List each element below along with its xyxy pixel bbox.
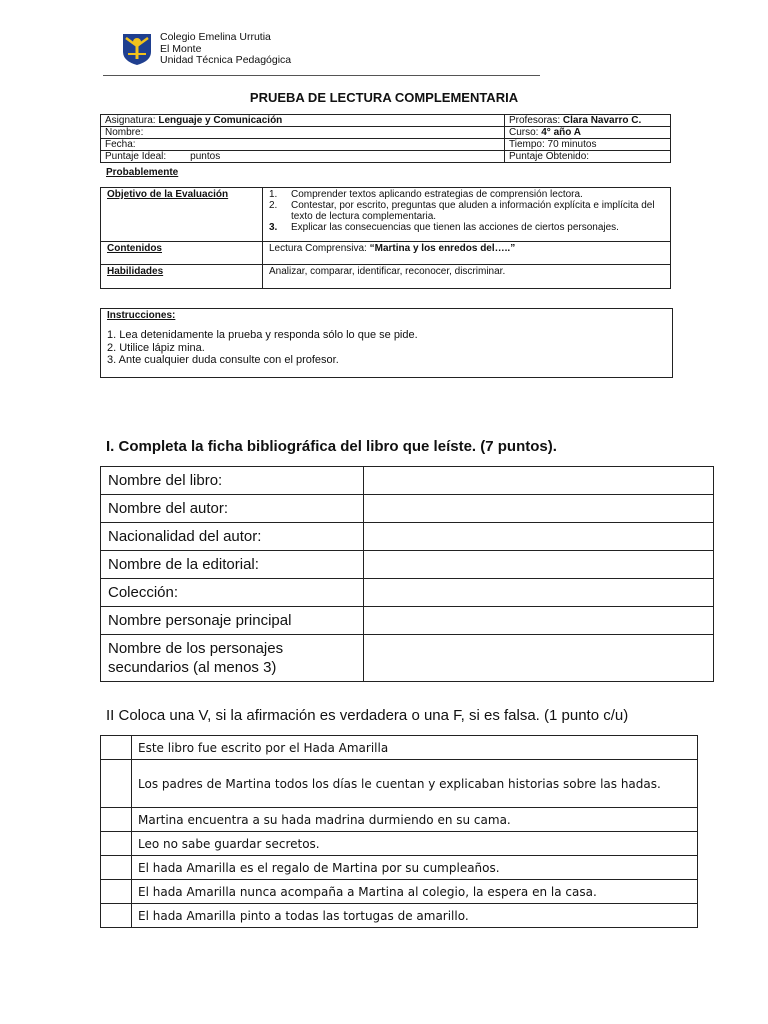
ficha-label: Nacionalidad del autor:	[101, 523, 364, 551]
puntaje-ideal-cell: Puntaje Ideal: puntos	[101, 151, 505, 163]
vf-answer-box[interactable]	[101, 760, 132, 808]
ficha-answer-field[interactable]	[364, 635, 714, 682]
curso-cell: Curso: 4° año A	[505, 127, 671, 139]
habilidades-value: Analizar, comparar, identificar, reconocer, discriminar.	[263, 265, 671, 289]
probablemente-label: Probablemente	[106, 167, 179, 178]
instructions-heading: Instrucciones:	[107, 310, 176, 321]
ficha-answer-field[interactable]	[364, 523, 714, 551]
objetivos-list	[269, 189, 664, 233]
tiempo-cell: Tiempo: 70 minutos	[505, 139, 671, 151]
objetivo-item: 1. Comprender textos aplicando estrategias de comprensión lectora.	[269, 189, 583, 200]
student-info-table	[100, 114, 671, 163]
vf-statement: El hada Amarilla pinto a todas las tortugas de amarillo.	[132, 904, 698, 928]
ficha-answer-field[interactable]	[364, 579, 714, 607]
school-city: El Monte	[160, 42, 202, 55]
ficha-label: Nombre personaje principal	[101, 607, 364, 635]
vf-statement: Los padres de Martina todos los días le cuentan y explicaban historias sobre las hadas.	[132, 760, 698, 808]
instruction-item: 3. Ante cualquier duda consulte con el profesor.	[107, 354, 339, 366]
vf-answer-box[interactable]	[101, 904, 132, 928]
true-false-table	[100, 735, 698, 928]
vf-answer-box[interactable]	[101, 808, 132, 832]
puntaje-obtenido-field[interactable]: Puntaje Obtenido:	[505, 151, 671, 163]
vf-answer-box[interactable]	[101, 856, 132, 880]
ficha-label: Nombre de la editorial:	[101, 551, 364, 579]
header-divider	[103, 75, 540, 76]
objetivo-label: Objetivo de la Evaluación	[101, 188, 263, 242]
ficha-answer-field[interactable]	[364, 607, 714, 635]
school-name: Colegio Emelina Urrutia	[160, 31, 271, 43]
instruction-item: 1. Lea detenidamente la prueba y responda sólo lo que se pide.	[107, 329, 418, 341]
objetivos-cell	[263, 188, 671, 242]
nombre-field[interactable]: Nombre:	[101, 127, 505, 139]
vf-statement: El hada Amarilla es el regalo de Martina por su cumpleaños.	[132, 856, 698, 880]
fecha-field[interactable]: Fecha:	[101, 139, 505, 151]
vf-answer-box[interactable]	[101, 736, 132, 760]
contenidos-value: Lectura Comprensiva: “Martina y los enredos del…..”	[263, 242, 671, 265]
section-2-title: II Coloca una V, si la afirmación es verdadera o una F, si es falsa. (1 punto c/u)	[106, 707, 629, 724]
asignatura-cell: Asignatura: Lenguaje y Comunicación	[101, 115, 505, 127]
instruction-item: 2. Utilice lápiz mina.	[107, 341, 205, 354]
instructions-box	[100, 308, 673, 378]
school-logo	[120, 32, 154, 66]
vf-answer-box[interactable]	[101, 832, 132, 856]
habilidades-label: Habilidades	[101, 265, 263, 289]
vf-statement: Martina encuentra a su hada madrina durmiendo en su cama.	[132, 808, 698, 832]
vf-statement: Leo no sabe guardar secretos.	[132, 832, 698, 856]
ficha-answer-field[interactable]	[364, 551, 714, 579]
ficha-label: Nombre del libro:	[101, 467, 364, 495]
ficha-label: Nombre del autor:	[101, 495, 364, 523]
school-header	[160, 32, 291, 67]
contenidos-label: Contenidos	[101, 242, 263, 265]
vf-statement: Este libro fue escrito por el Hada Amarilla	[132, 736, 698, 760]
objetivo-item: 2. Contestar, por escrito, preguntas que aluden a información explícita e implícita del texto de lectura complementaria.	[269, 200, 655, 222]
ficha-label: Colección:	[101, 579, 364, 607]
ficha-answer-field[interactable]	[364, 495, 714, 523]
vf-statement: El hada Amarilla nunca acompaña a Martina al colegio, la espera en la casa.	[132, 880, 698, 904]
ficha-answer-field[interactable]	[364, 467, 714, 495]
profesoras-cell: Profesoras: Clara Navarro C.	[505, 115, 671, 127]
objetivo-item: 3. Explicar las consecuencias que tienen las acciones de ciertos personajes.	[269, 222, 619, 233]
page-title: PRUEBA DE LECTURA COMPLEMENTARIA	[249, 90, 519, 105]
vf-answer-box[interactable]	[101, 880, 132, 904]
section-1-title: I. Completa la ficha bibliográfica del libro que leíste. (7 puntos).	[106, 438, 557, 455]
ficha-label: Nombre de los personajes secundarios (al menos 3)	[101, 635, 364, 682]
evaluation-table	[100, 187, 671, 289]
bibliographic-table	[100, 466, 714, 682]
school-unit: Unidad Técnica Pedagógica	[160, 54, 292, 66]
